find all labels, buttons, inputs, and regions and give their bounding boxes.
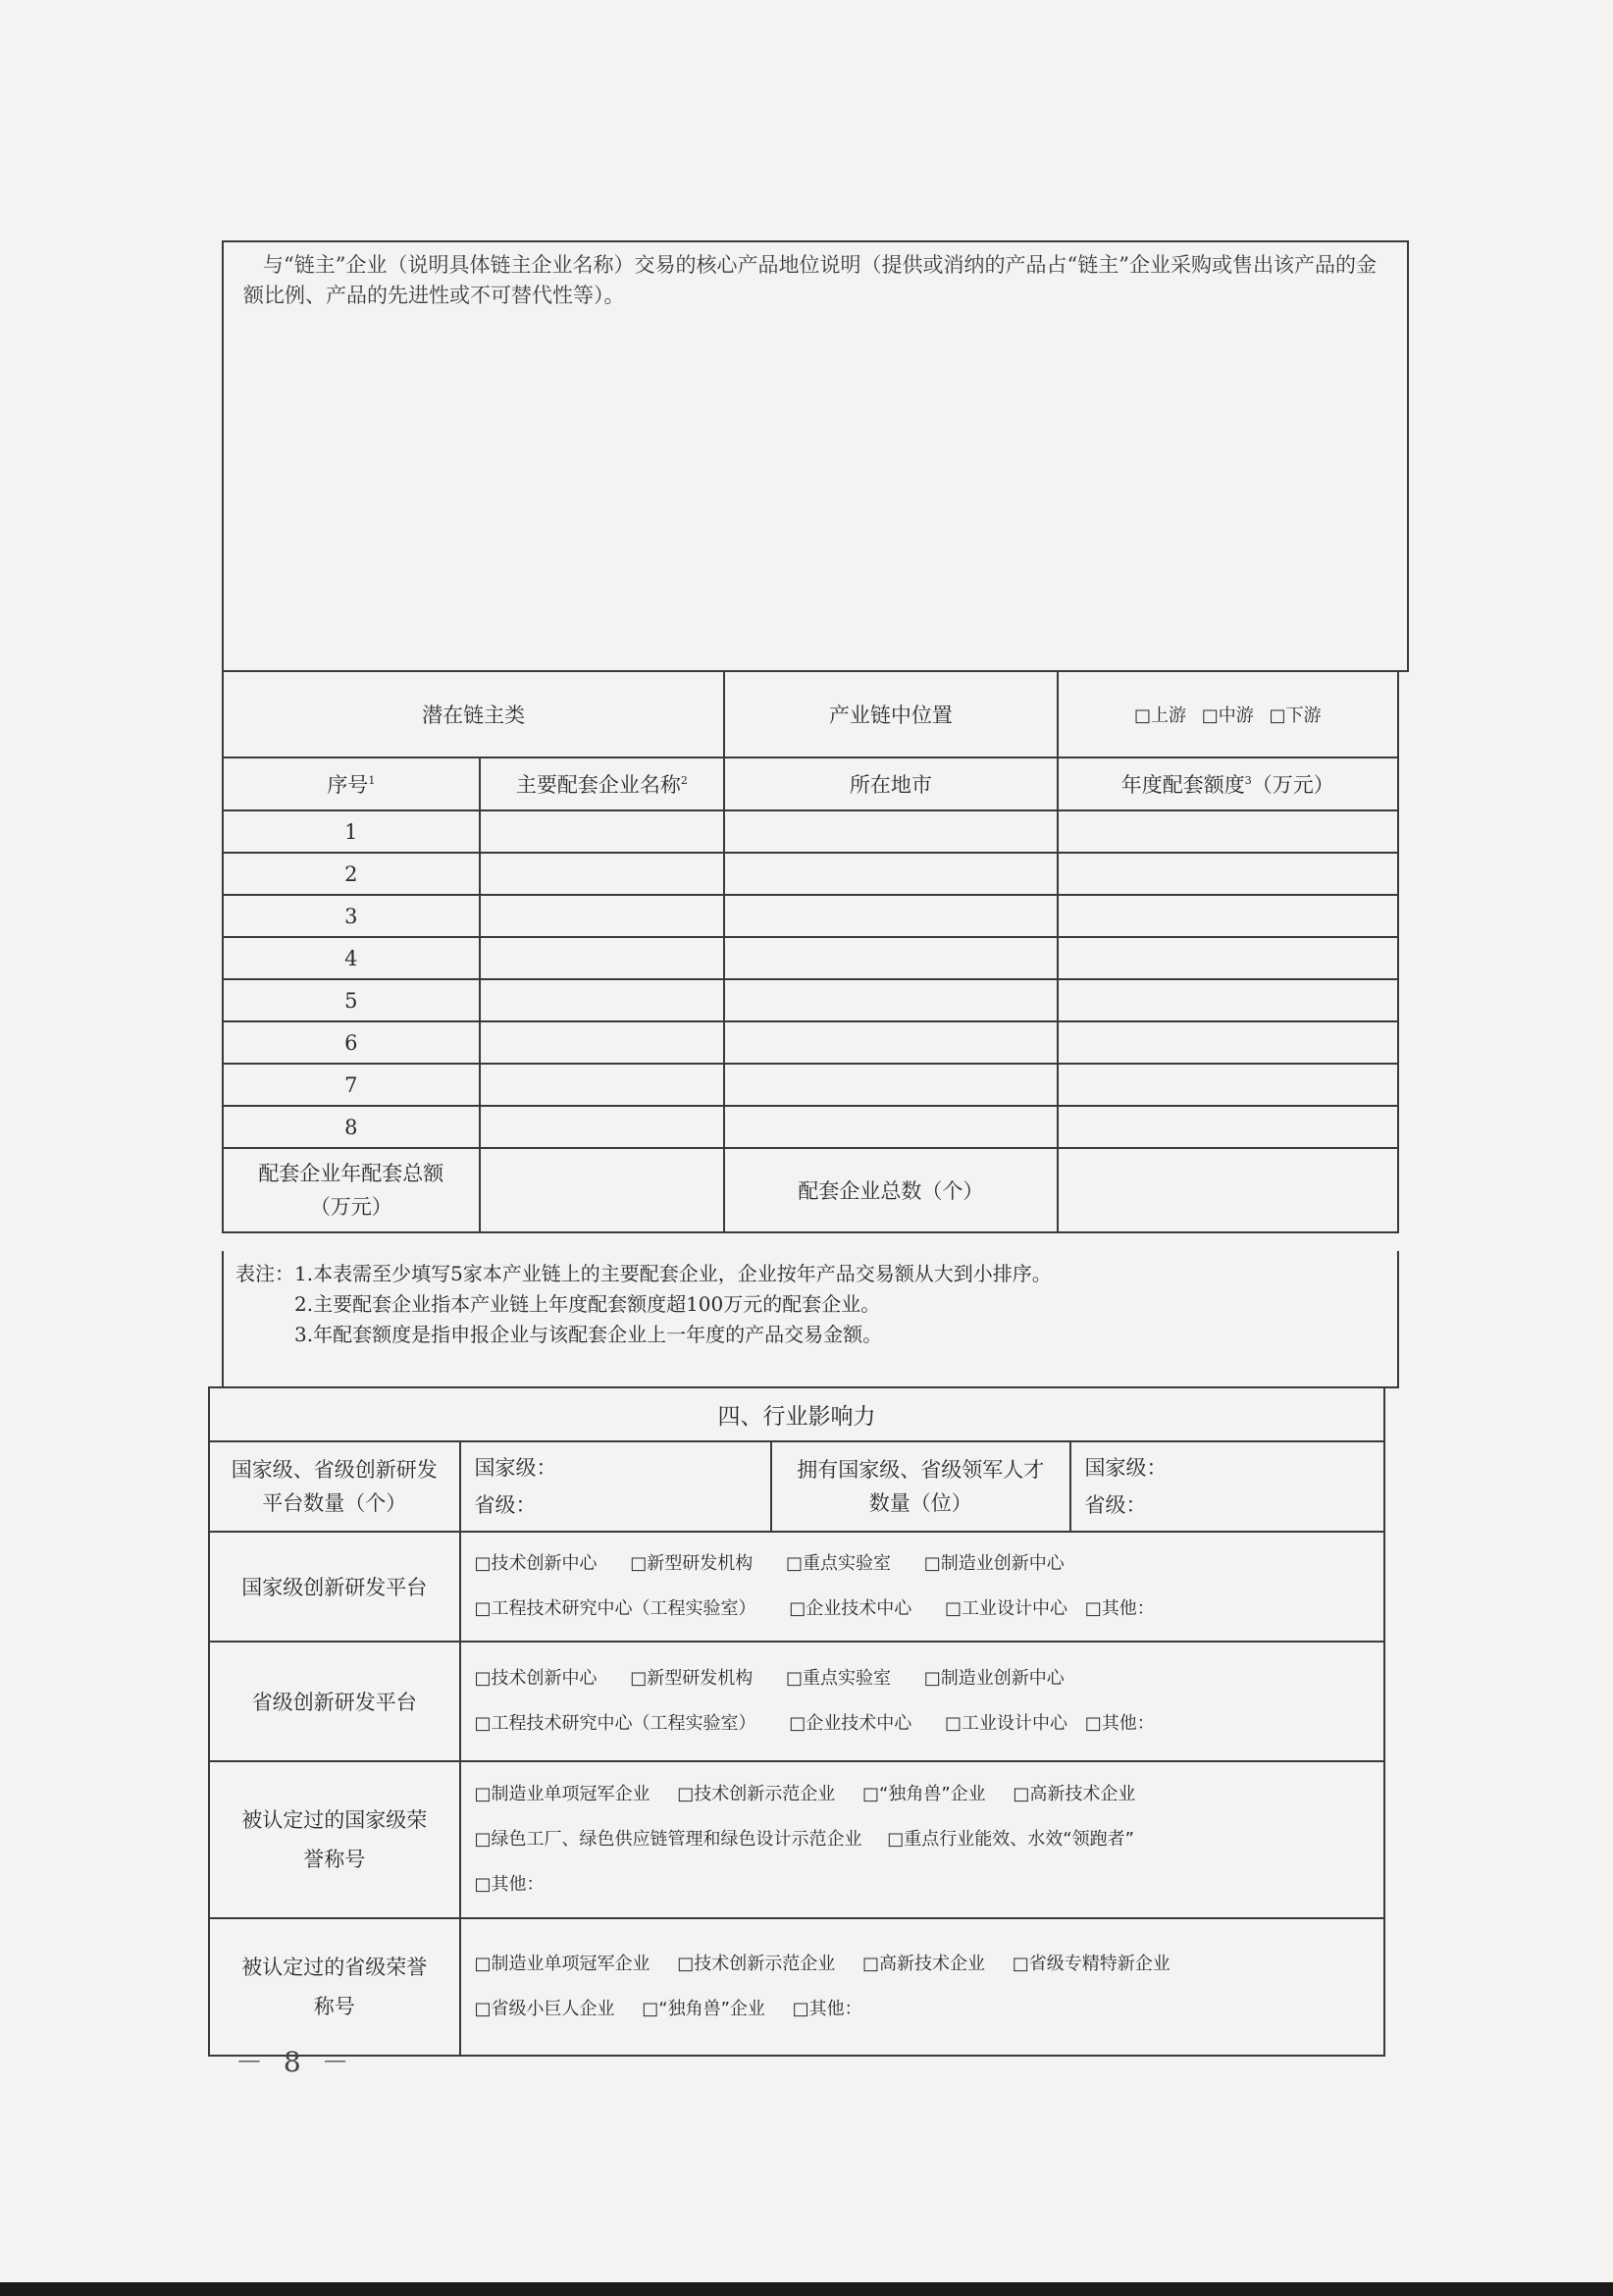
city-cell[interactable]	[724, 937, 1057, 979]
amount-cell[interactable]	[1058, 979, 1398, 1021]
provincial-honor-options	[460, 1918, 1385, 2056]
notes-prefix: 表注：	[235, 1262, 294, 1285]
section-title: 四、行业影响力	[717, 1404, 876, 1430]
national-honor-label: 被认定过的国家级荣誉称号	[209, 1761, 460, 1918]
checkbox-option[interactable]: □新型研发机构	[630, 1553, 754, 1574]
row-number: 3	[223, 895, 480, 937]
checkbox-option[interactable]: □绿色工厂、绿色供应链管理和绿色设计示范企业	[474, 1829, 862, 1850]
header-supplier-name: 主要配套企业名称$^2$	[480, 757, 725, 810]
checkbox-option[interactable]: □其他：	[792, 1999, 862, 2019]
talent-count-fields	[1070, 1441, 1384, 1532]
header-annual-amount: 年度配套额度$^3$（万元）	[1058, 757, 1398, 810]
national-honor-options	[460, 1761, 1385, 1918]
total-count-label: 配套企业总数（个）	[724, 1148, 1057, 1232]
footnote-marker: 3	[1244, 774, 1252, 787]
table-notes	[222, 1251, 1399, 1388]
supplier-name-cell[interactable]	[480, 979, 725, 1021]
supplier-name-cell[interactable]	[480, 1064, 725, 1106]
midstream-checkbox[interactable]: □中游	[1201, 705, 1254, 726]
upstream-checkbox[interactable]: □上游	[1134, 705, 1187, 726]
note-2: 2.主要配套企业指本产业链上年度配套额度超100万元的配套企业。	[294, 1292, 881, 1316]
amount-cell[interactable]	[1058, 895, 1398, 937]
city-cell[interactable]	[724, 895, 1057, 937]
checkbox-option[interactable]: □“独角兽”企业	[642, 1999, 765, 2019]
chain-leader-type-title: 潜在链主类	[422, 704, 526, 727]
checkbox-option[interactable]: □其他：	[1084, 1713, 1155, 1734]
total-amount-label: 配套企业年配套总额（万元）	[223, 1148, 480, 1232]
provincial-platform-options	[460, 1642, 1385, 1761]
chain-position-options	[1058, 671, 1398, 757]
city-cell[interactable]	[724, 1021, 1057, 1064]
talent-provincial-field[interactable]: 省级：	[1084, 1493, 1147, 1517]
checkbox-option[interactable]: □技术创新示范企业	[677, 1954, 836, 1974]
platform-count-fields	[460, 1441, 771, 1532]
checkbox-option[interactable]: □省级小巨人企业	[474, 1999, 615, 2019]
checkbox-option[interactable]: □企业技术中心	[789, 1713, 912, 1734]
checkbox-option[interactable]: □其他：	[1084, 1598, 1155, 1619]
note-1: 1.本表需至少填写5家本产业链上的主要配套企业，企业按年产品交易额从大到小排序。	[294, 1262, 1052, 1285]
table-row	[223, 810, 1398, 853]
amount-cell[interactable]	[1058, 853, 1398, 895]
provincial-honor-label: 被认定过的省级荣誉称号	[209, 1918, 460, 2056]
city-cell[interactable]	[724, 853, 1057, 895]
row-number: 4	[223, 937, 480, 979]
checkbox-option[interactable]: □省级专精特新企业	[1012, 1954, 1171, 1974]
checkbox-option[interactable]: □制造业单项冠军企业	[474, 1954, 650, 1974]
checkbox-option[interactable]: □“独角兽”企业	[862, 1784, 986, 1804]
checkbox-option[interactable]: □重点实验室	[786, 1668, 892, 1689]
talent-national-field[interactable]: 国家级：	[1084, 1456, 1168, 1480]
supplier-name-cell[interactable]	[480, 1021, 725, 1064]
table-row	[223, 895, 1398, 937]
amount-cell[interactable]	[1058, 810, 1398, 853]
city-cell[interactable]	[724, 979, 1057, 1021]
checkbox-option[interactable]: □重点行业能效、水效“领跑者”	[887, 1829, 1134, 1850]
note-3: 3.年配套额度是指申报企业与该配套企业上一年度的产品交易金额。	[294, 1323, 883, 1346]
industry-influence-table	[208, 1386, 1385, 2057]
row-number: 7	[223, 1064, 480, 1106]
supplier-table	[222, 670, 1399, 1233]
table-row	[223, 1021, 1398, 1064]
platform-national-field[interactable]: 国家级：	[474, 1456, 557, 1480]
core-product-box	[222, 240, 1409, 672]
footnote-marker: 2	[680, 774, 688, 787]
city-cell[interactable]	[724, 810, 1057, 853]
provincial-platform-label: 省级创新研发平台	[209, 1642, 460, 1761]
checkbox-option[interactable]: □工业设计中心	[945, 1713, 1068, 1734]
total-count-value[interactable]	[1058, 1148, 1398, 1232]
amount-cell[interactable]	[1058, 1106, 1398, 1148]
checkbox-option[interactable]: □工业设计中心	[945, 1598, 1068, 1619]
amount-cell[interactable]	[1058, 1021, 1398, 1064]
checkbox-option[interactable]: □制造业创新中心	[923, 1668, 1065, 1689]
checkbox-option[interactable]: □工程技术研究中心（工程实验室）	[474, 1713, 756, 1734]
checkbox-option[interactable]: □制造业单项冠军企业	[474, 1784, 650, 1804]
amount-cell[interactable]	[1058, 1064, 1398, 1106]
city-cell[interactable]	[724, 1106, 1057, 1148]
national-platform-label: 国家级创新研发平台	[209, 1532, 460, 1642]
platform-count-label: 国家级、省级创新研发平台数量（个）	[209, 1441, 460, 1532]
page-number: － 8 －	[235, 2046, 355, 2078]
header-serial: 序号$^1$	[223, 757, 480, 810]
chain-leader-type-cell	[223, 671, 724, 757]
checkbox-option[interactable]: □企业技术中心	[789, 1598, 912, 1619]
talent-count-label: 拥有国家级、省级领军人才数量（位）	[771, 1441, 1070, 1532]
supplier-name-cell[interactable]	[480, 895, 725, 937]
checkbox-option[interactable]: □高新技术企业	[862, 1954, 986, 1974]
checkbox-option[interactable]: □高新技术企业	[1013, 1784, 1136, 1804]
city-cell[interactable]	[724, 1064, 1057, 1106]
total-amount-value[interactable]	[480, 1148, 725, 1232]
scan-bottom-edge	[0, 2282, 1613, 2296]
chain-position-label-cell	[724, 671, 1057, 757]
core-product-description: 与“链主”企业（说明具体链主企业名称）交易的核心产品地位说明（提供或消纳的产品占“链主”企业采购或售出该产品的金额比例、产品的先进性或不可替代性等）。	[243, 253, 1377, 307]
checkbox-option[interactable]: □重点实验室	[786, 1553, 892, 1574]
table-row	[223, 1064, 1398, 1106]
row-number: 5	[223, 979, 480, 1021]
checkbox-option[interactable]: □工程技术研究中心（工程实验室）	[474, 1598, 756, 1619]
downstream-checkbox[interactable]: □下游	[1269, 705, 1322, 726]
checkbox-option[interactable]: □技术创新示范企业	[677, 1784, 836, 1804]
footnote-marker: 1	[368, 774, 376, 787]
table-row	[223, 1106, 1398, 1148]
row-number: 8	[223, 1106, 480, 1148]
row-number: 2	[223, 853, 480, 895]
amount-cell[interactable]	[1058, 937, 1398, 979]
platform-provincial-field[interactable]: 省级：	[474, 1493, 537, 1517]
table-row	[223, 937, 1398, 979]
supplier-name-cell[interactable]	[480, 937, 725, 979]
chain-position-label: 产业链中位置	[828, 704, 953, 727]
checkbox-option[interactable]: □制造业创新中心	[923, 1553, 1065, 1574]
row-number: 1	[223, 810, 480, 853]
supplier-name-cell[interactable]	[480, 810, 725, 853]
checkbox-option[interactable]: □其他：	[474, 1874, 545, 1895]
row-number: 6	[223, 1021, 480, 1064]
table-row	[223, 853, 1398, 895]
supplier-name-cell[interactable]	[480, 1106, 725, 1148]
checkbox-option[interactable]: □新型研发机构	[630, 1668, 754, 1689]
section-title-cell	[209, 1387, 1384, 1441]
table-row	[223, 979, 1398, 1021]
checkbox-option[interactable]: □技术创新中心	[474, 1553, 598, 1574]
national-platform-options	[460, 1532, 1385, 1642]
checkbox-option[interactable]: □技术创新中心	[474, 1668, 598, 1689]
supplier-name-cell[interactable]	[480, 853, 725, 895]
header-city: 所在地市	[724, 757, 1057, 810]
